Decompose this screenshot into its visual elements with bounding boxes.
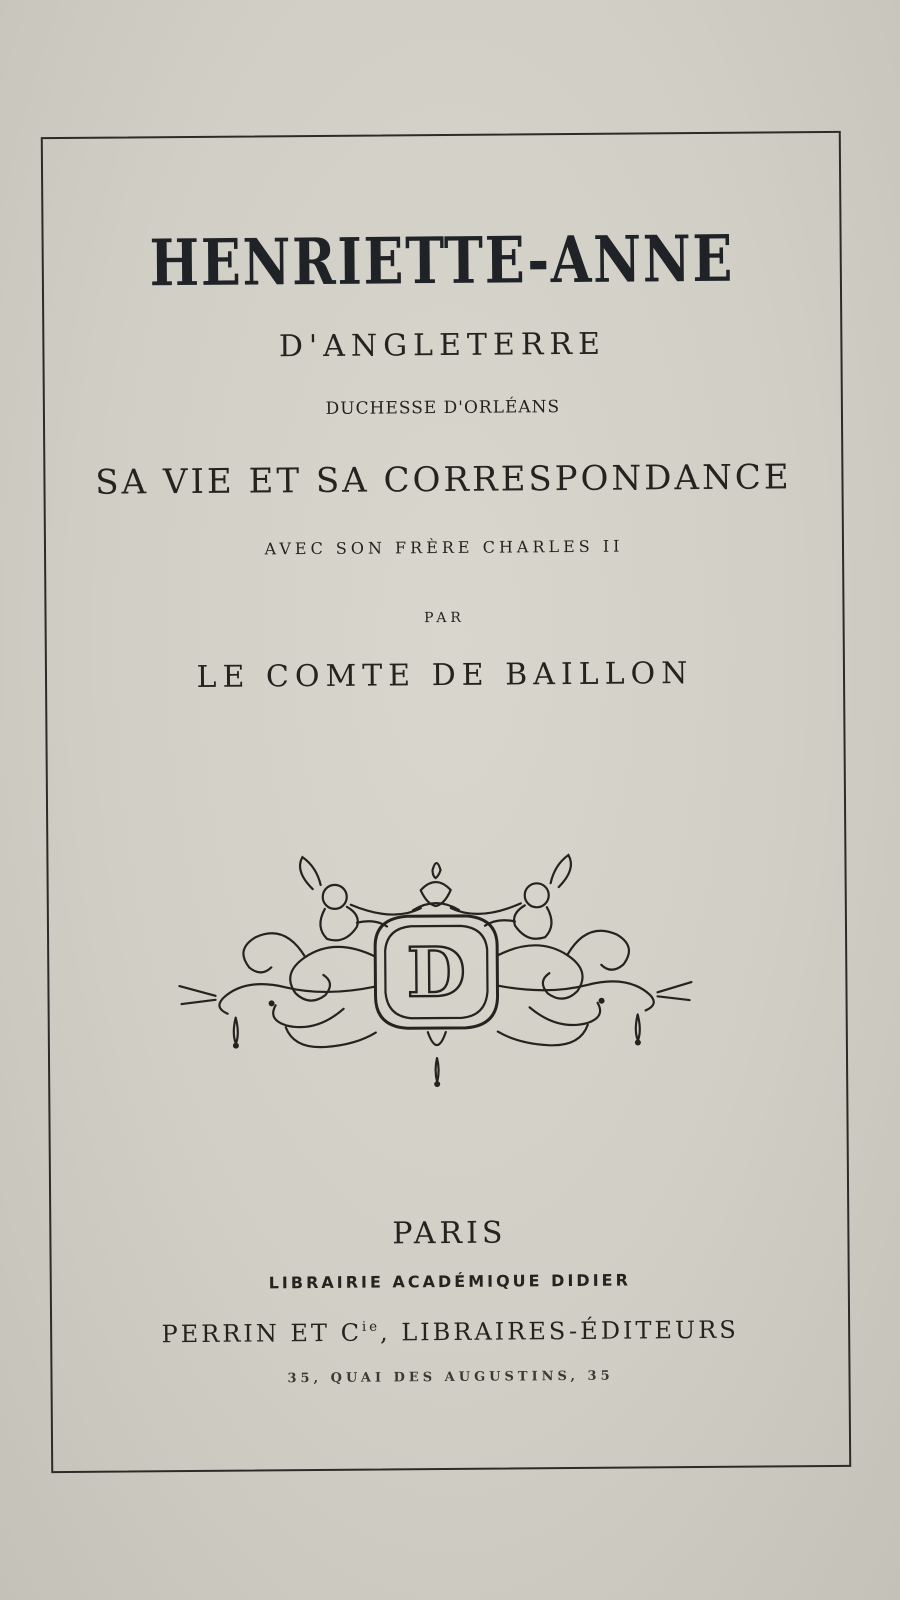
monogram-letter: D <box>406 932 467 1014</box>
publisher-perrin-superscript: ie <box>361 1319 381 1335</box>
title-page-frame <box>41 131 851 1473</box>
publisher-perrin-part-b: , LIBRAIRES-ÉDITEURS <box>379 1315 739 1347</box>
imprint-city: PARIS <box>392 1215 507 1252</box>
subtitle-vie-correspondance: SA VIE ET SA CORRESPONDANCE <box>95 457 792 503</box>
printers-mark-ornament-icon <box>174 824 696 1098</box>
author-name: LE COMTE DE BAILLON <box>196 656 694 695</box>
publisher-perrin <box>52 1315 848 1349</box>
subtitle-angleterre: D'ANGLETERRE <box>278 326 607 365</box>
publisher-address: 35, QUAI DES AUGUSTINS, 35 <box>287 1368 614 1387</box>
publisher-perrin-part-a: PERRIN ET C <box>161 1318 363 1349</box>
subtitle-duchesse: DUCHESSE D'ORLÉANS <box>325 397 561 419</box>
publisher-didier: LIBRAIRIE ACADÉMIQUE DIDIER <box>268 1270 631 1293</box>
subtitle-charles: AVEC SON FRÈRE CHARLES II <box>264 536 624 559</box>
book-title: HENRIETTE-ANNE <box>149 221 735 302</box>
by-label: PAR <box>424 609 466 627</box>
